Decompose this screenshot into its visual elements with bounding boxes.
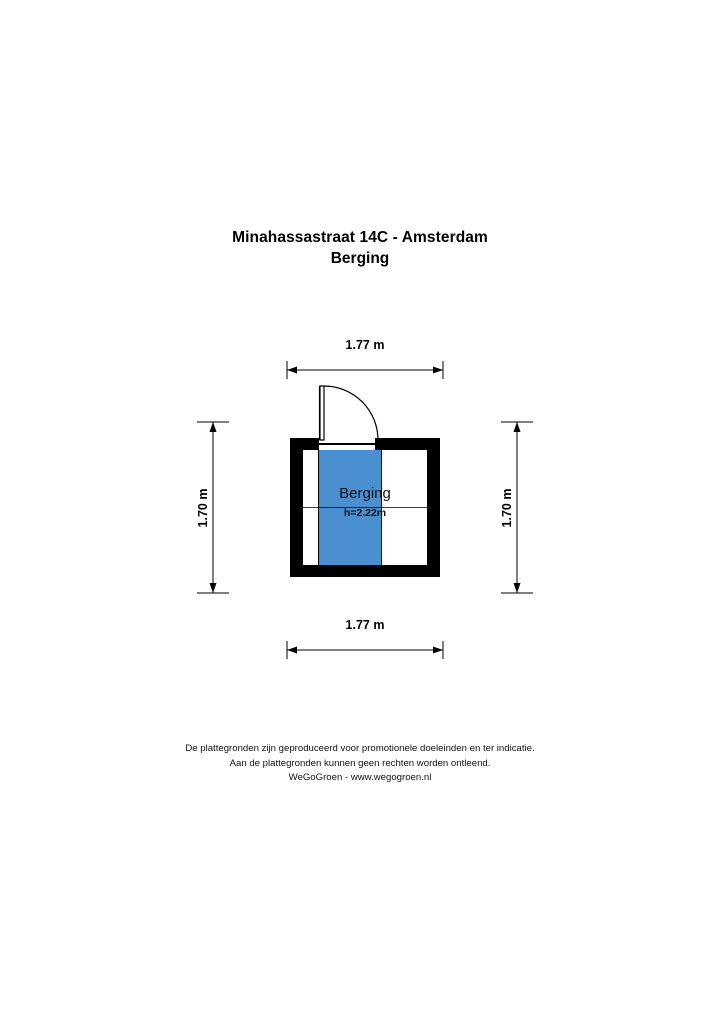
dimension-left xyxy=(196,420,230,595)
dimension-top-line-icon xyxy=(285,360,445,380)
dimension-left-label: 1.70 m xyxy=(196,488,210,527)
page-title xyxy=(0,228,720,269)
footer-disclaimer xyxy=(0,742,720,786)
footer-line-3: WeGoGroen - www.wegogroen.nl xyxy=(288,772,432,783)
title-subtitle: Berging xyxy=(330,250,390,267)
door-swing-icon xyxy=(310,378,390,448)
dimension-bottom-label: 1.77 m xyxy=(345,618,385,632)
dimension-bottom-line-icon xyxy=(285,640,445,660)
footer-line-2: Aan de plattegronden kunnen geen rechten worden ontleend. xyxy=(229,757,491,769)
floorplan-drawing xyxy=(190,330,540,680)
footer-line-1: De plattegronden zijn geproduceerd voor promotionele doeleinden en ter indicatie. xyxy=(185,743,535,754)
room-name-label: Berging xyxy=(339,485,391,502)
dimension-right xyxy=(500,420,534,595)
title-address: Minahassastraat 14C - Amsterdam xyxy=(232,229,488,246)
dimension-top-label: 1.77 m xyxy=(345,338,385,352)
dimension-right-label: 1.70 m xyxy=(500,488,514,527)
room-height-label: h=2.22m xyxy=(343,507,387,519)
